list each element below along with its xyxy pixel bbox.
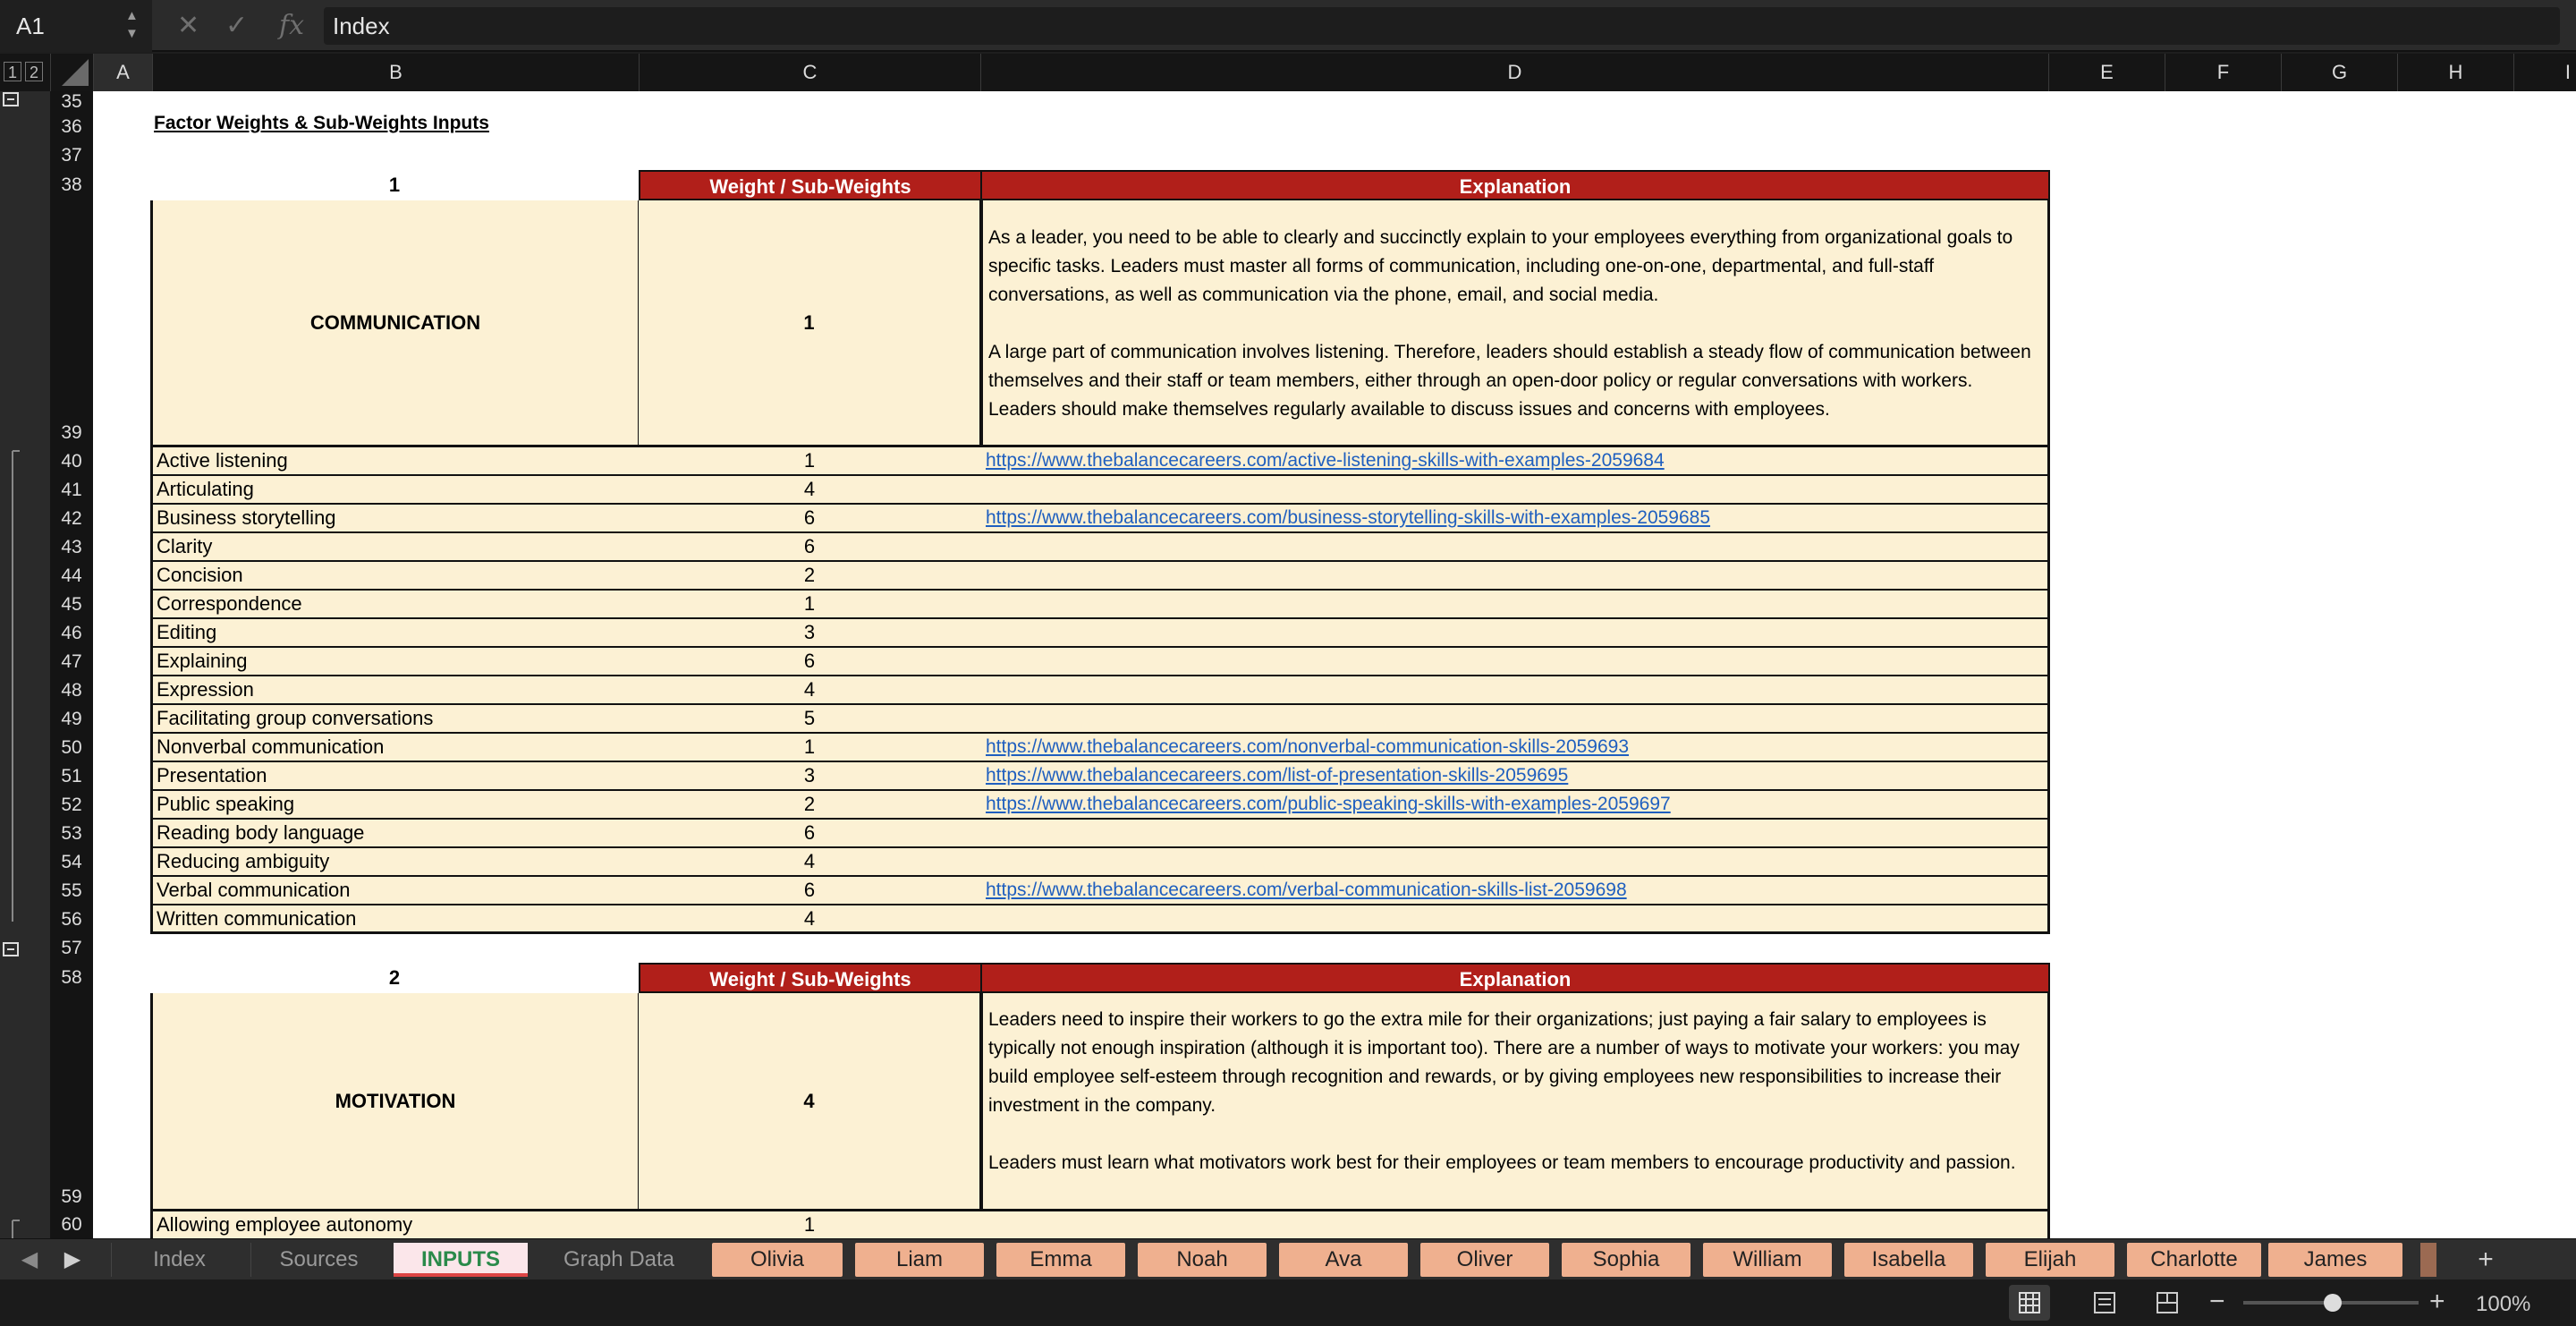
sub-factor-name[interactable]: Explaining: [150, 648, 640, 676]
row-header[interactable]: 50: [50, 734, 93, 762]
reference-link[interactable]: https://www.thebalancecareers.com/verbal-communication-skills-list-2059698: [986, 880, 1627, 900]
row-header[interactable]: 37: [50, 141, 93, 170]
status-bar: [0, 1279, 2576, 1326]
sub-factor-name[interactable]: Written communication: [150, 905, 640, 934]
sub-factor-weight[interactable]: 6: [639, 820, 982, 848]
sub-factor-weight[interactable]: 2: [639, 791, 982, 820]
scroll-tabs-right-icon[interactable]: ▶: [64, 1247, 81, 1271]
weight-header: Weight / Sub-Weights: [639, 963, 982, 993]
col-header-c[interactable]: C: [639, 54, 980, 91]
outline-level-1[interactable]: 1: [4, 62, 21, 81]
col-header-a[interactable]: A: [93, 54, 152, 91]
sub-factor-name[interactable]: Reducing ambiguity: [150, 848, 640, 877]
sub-factor-weight[interactable]: 3: [639, 762, 982, 791]
tab-person-isabella[interactable]: Isabella: [1844, 1243, 1973, 1277]
sub-factor-weight[interactable]: 6: [639, 648, 982, 676]
factor-explanation: Leaders need to inspire their workers to go the extra mile for their organizations; just paying a fair salary to employees is typically not enough inspiration (although it is important too). There are a number of ways to motivate your workers: you may build employee self-esteem through recognition and rewards, or by giving employees new responsibilities to increase their investment in the company. Leaders must learn what motivators work best for their employees or team members to encourage productivity and passion.: [980, 993, 2050, 1211]
reference-link[interactable]: https://www.thebalancecareers.com/nonverbal-communication-skills-2059693: [986, 736, 1630, 757]
sub-factor-link-cell[interactable]: [980, 505, 2050, 533]
row-header[interactable]: 59: [50, 993, 93, 1211]
sub-factor-name[interactable]: Business storytelling: [150, 505, 640, 533]
row-header[interactable]: 39: [50, 200, 93, 447]
section-number: 1: [388, 174, 401, 196]
sub-factor-weight[interactable]: 4: [639, 676, 982, 705]
sub-factor-weight[interactable]: 6: [639, 505, 982, 533]
row-header[interactable]: 35: [50, 91, 93, 113]
tab-person-liam[interactable]: Liam: [855, 1243, 984, 1277]
select-all-corner[interactable]: [50, 54, 93, 91]
factor-name: MOTIVATION: [150, 993, 640, 1211]
row-header[interactable]: 54: [50, 848, 93, 877]
sub-factor-name[interactable]: Active listening: [150, 447, 640, 476]
explanation-header: Explanation: [980, 963, 2050, 993]
col-header-h[interactable]: H: [2397, 54, 2513, 91]
row-header[interactable]: 38: [50, 170, 93, 200]
factor-name: COMMUNICATION: [150, 200, 640, 447]
row-header[interactable]: 51: [50, 762, 93, 791]
sub-factor-name[interactable]: Clarity: [150, 533, 640, 562]
col-header-e[interactable]: E: [2048, 54, 2165, 91]
row-header[interactable]: 43: [50, 533, 93, 562]
sub-factor-link-cell[interactable]: [980, 533, 2050, 562]
col-header-g[interactable]: G: [2281, 54, 2397, 91]
col-header-f[interactable]: F: [2165, 54, 2281, 91]
row-header[interactable]: 44: [50, 562, 93, 591]
formula-bar: [0, 0, 2576, 52]
outline-level-2[interactable]: 2: [25, 62, 43, 81]
row-header[interactable]: 56: [50, 905, 93, 934]
tab-person-emma[interactable]: Emma: [996, 1243, 1125, 1277]
page-title: Factor Weights & Sub-Weights Inputs: [154, 113, 489, 133]
tab-person-ava[interactable]: Ava: [1279, 1243, 1408, 1277]
sub-factor-link-cell[interactable]: [980, 676, 2050, 705]
tab-person-james[interactable]: James: [2268, 1243, 2402, 1277]
sub-factor-link-cell[interactable]: [980, 619, 2050, 648]
tab-person-charlotte[interactable]: Charlotte: [2127, 1243, 2261, 1277]
confirm-icon[interactable]: ✓: [225, 11, 249, 40]
sub-factor-name[interactable]: Nonverbal communication: [150, 734, 640, 762]
col-header-b[interactable]: B: [152, 54, 639, 91]
sub-factor-weight[interactable]: 1: [639, 447, 982, 476]
sub-factor-weight[interactable]: 4: [639, 848, 982, 877]
name-box[interactable]: A1 ▲ ▼: [0, 0, 152, 52]
outline-level-buttons[interactable]: [0, 59, 48, 86]
tab-person-william[interactable]: William: [1703, 1243, 1832, 1277]
weight-header: Weight / Sub-Weights: [639, 170, 982, 200]
row-header[interactable]: 58: [50, 963, 93, 993]
zoom-slider[interactable]: [2243, 1301, 2419, 1305]
reference-link[interactable]: https://www.thebalancecareers.com/active-listening-skills-with-examples-2059684: [986, 450, 1665, 471]
sub-factor-weight[interactable]: 5: [639, 705, 982, 734]
col-header-i[interactable]: I: [2513, 54, 2576, 91]
scroll-tabs-left-icon[interactable]: ◀: [21, 1247, 38, 1271]
sub-factor-weight[interactable]: 3: [639, 619, 982, 648]
sub-factor-name[interactable]: Correspondence: [150, 591, 640, 619]
sub-factor-name[interactable]: Editing: [150, 619, 640, 648]
sub-factor-link-cell[interactable]: [980, 447, 2050, 476]
tab-graph-data[interactable]: Graph Data: [563, 1247, 675, 1271]
sub-factor-weight[interactable]: 1: [639, 1211, 982, 1238]
page-break-view-icon[interactable]: [2147, 1285, 2188, 1321]
sub-factor-link-cell[interactable]: [980, 762, 2050, 791]
outline-brackets: [0, 91, 50, 1238]
tab-index[interactable]: Index: [111, 1243, 247, 1277]
tab-sources[interactable]: Sources: [250, 1243, 386, 1277]
sub-factor-name[interactable]: Reading body language: [150, 820, 640, 848]
sheet-grid[interactable]: [93, 91, 2576, 1238]
row-header[interactable]: 42: [50, 505, 93, 533]
page-layout-view-icon[interactable]: [2084, 1285, 2125, 1321]
row-header[interactable]: 40: [50, 447, 93, 476]
tab-person-oliver[interactable]: Oliver: [1420, 1243, 1549, 1277]
formula-input[interactable]: Index: [324, 7, 2560, 45]
tab-inputs[interactable]: INPUTS: [394, 1243, 528, 1277]
tab-person-sophia[interactable]: Sophia: [1562, 1243, 1690, 1277]
sub-factor-name[interactable]: Articulating: [150, 476, 640, 505]
zoom-in-icon[interactable]: +: [2429, 1287, 2445, 1316]
factor-explanation: As a leader, you need to be able to clearly and succinctly explain to your employees everything from organizational goals to specific tasks. Leaders must master all forms of communication, including one-on-one, departmental, and full-staff conversations, as well as communication via the phone, email, and social media. A large part of communication involves listening. Therefore, leaders should establish a steady flow of communication between themselves and their staff or team members, either through an open-door policy or regular conversations with workers. Leaders should make themselves regularly available to discuss issues and concerns with employees.: [980, 200, 2050, 447]
sub-factor-name[interactable]: Expression: [150, 676, 640, 705]
sub-factor-link-cell[interactable]: [980, 1211, 2050, 1238]
sub-factor-weight[interactable]: 4: [639, 905, 982, 934]
sub-factor-link-cell[interactable]: [980, 820, 2050, 848]
sub-factor-weight[interactable]: 4: [639, 476, 982, 505]
sub-factor-link-cell[interactable]: [980, 791, 2050, 820]
sub-factor-link-cell[interactable]: [980, 705, 2050, 734]
row-header[interactable]: 60: [50, 1211, 93, 1238]
reference-link[interactable]: https://www.thebalancecareers.com/list-of-presentation-skills-2059695: [986, 765, 1569, 786]
sub-factor-weight[interactable]: 2: [639, 562, 982, 591]
row-header[interactable]: 48: [50, 676, 93, 705]
normal-view-icon[interactable]: [2009, 1285, 2050, 1321]
row-header[interactable]: 47: [50, 648, 93, 676]
explanation-header: Explanation: [980, 170, 2050, 200]
tab-person-olivia[interactable]: Olivia: [712, 1243, 843, 1277]
row-header[interactable]: 57: [50, 934, 93, 963]
sub-factor-link-cell[interactable]: [980, 648, 2050, 676]
tab-person-noah[interactable]: Noah: [1138, 1243, 1267, 1277]
sub-factor-link-cell[interactable]: [980, 591, 2050, 619]
row-gutter: [0, 91, 93, 1238]
column-headers: [0, 54, 2576, 91]
col-header-d[interactable]: D: [980, 54, 2048, 91]
row-header[interactable]: 55: [50, 877, 93, 905]
row-header[interactable]: 46: [50, 619, 93, 648]
row-header[interactable]: 49: [50, 705, 93, 734]
zoom-level[interactable]: 100%: [2476, 1292, 2531, 1316]
reference-link[interactable]: https://www.thebalancecareers.com/business-storytelling-skills-with-examples-2059685: [986, 507, 1711, 528]
sub-factor-link-cell[interactable]: [980, 905, 2050, 934]
sub-factor-link-cell[interactable]: [980, 848, 2050, 877]
sheet-tab-bar: [0, 1238, 2576, 1279]
add-sheet-button[interactable]: +: [2478, 1245, 2494, 1274]
row-header[interactable]: 41: [50, 476, 93, 505]
sub-factor-link-cell[interactable]: [980, 476, 2050, 505]
tab-overflow[interactable]: [2420, 1243, 2436, 1277]
sub-factor-weight[interactable]: 6: [639, 533, 982, 562]
row-header[interactable]: 45: [50, 591, 93, 619]
sub-factor-weight[interactable]: 1: [639, 734, 982, 762]
sub-factor-weight[interactable]: 1: [639, 591, 982, 619]
factor-weight[interactable]: 1: [639, 200, 982, 447]
zoom-out-icon[interactable]: −: [2209, 1287, 2225, 1316]
reference-link[interactable]: https://www.thebalancecareers.com/public-speaking-skills-with-examples-2059697: [986, 794, 1671, 814]
sub-factor-link-cell[interactable]: [980, 562, 2050, 591]
factor-weight[interactable]: 4: [639, 993, 982, 1211]
sub-factor-link-cell[interactable]: [980, 734, 2050, 762]
sub-factor-name[interactable]: Verbal communication: [150, 877, 640, 905]
sub-factor-name[interactable]: Concision: [150, 562, 640, 591]
function-icon[interactable]: fx: [279, 10, 305, 41]
cancel-icon[interactable]: ✕: [177, 11, 200, 40]
sub-factor-name[interactable]: Allowing employee autonomy: [150, 1211, 640, 1238]
row-header[interactable]: 36: [50, 113, 93, 141]
tab-person-elijah[interactable]: Elijah: [1986, 1243, 2114, 1277]
sub-factor-weight[interactable]: 6: [639, 877, 982, 905]
row-header[interactable]: 53: [50, 820, 93, 848]
row-header[interactable]: 52: [50, 791, 93, 820]
sub-factor-name[interactable]: Public speaking: [150, 791, 640, 820]
sub-factor-link-cell[interactable]: [980, 877, 2050, 905]
sub-factor-name[interactable]: Presentation: [150, 762, 640, 791]
section-number: 2: [388, 966, 401, 989]
zoom-slider-thumb[interactable]: [2324, 1294, 2342, 1312]
sub-factor-name[interactable]: Facilitating group conversations: [150, 705, 640, 734]
name-box-stepper-icon[interactable]: ▲ ▼: [125, 8, 139, 41]
